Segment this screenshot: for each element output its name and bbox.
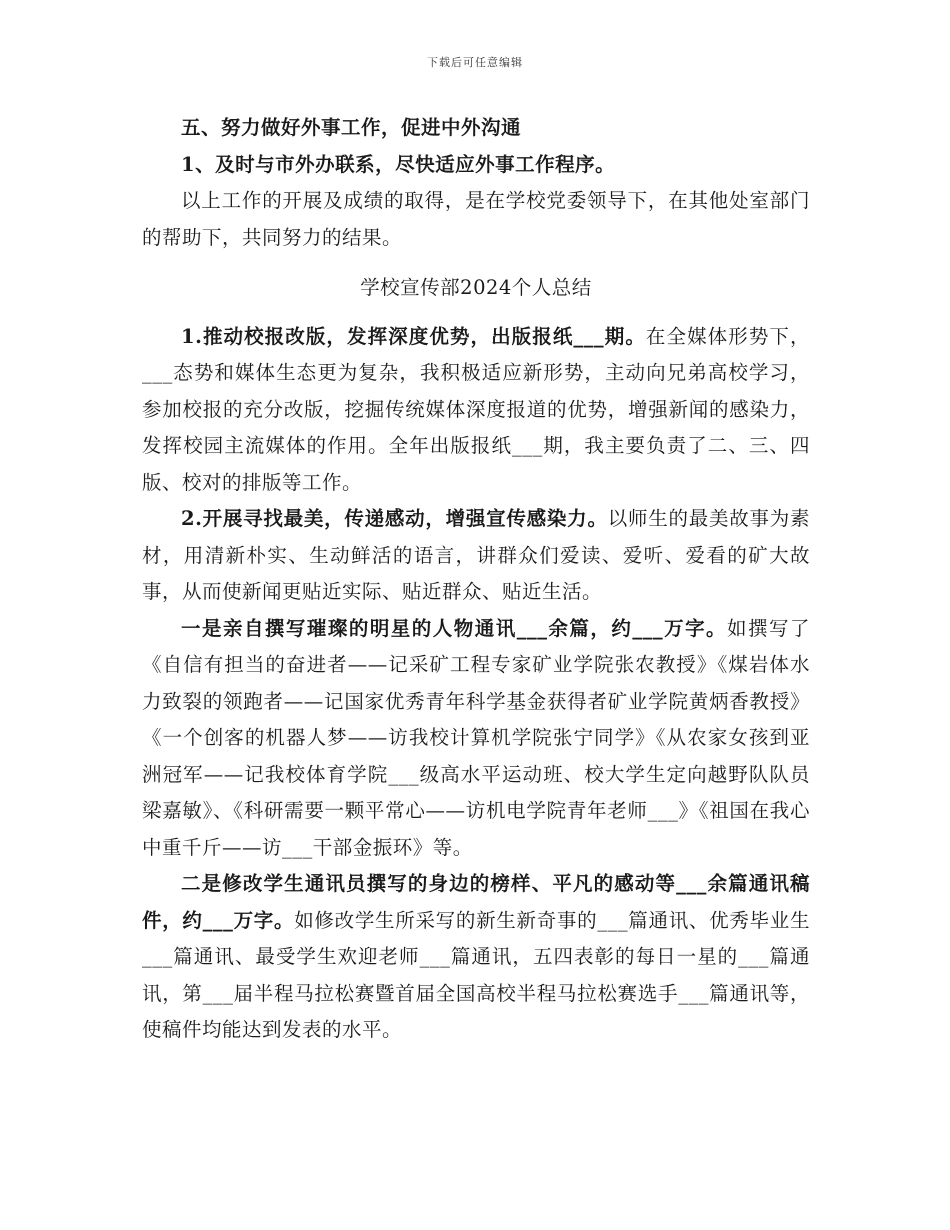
paragraph (142, 319, 810, 502)
document-title: 学校宣传部2024个人总结 (360, 276, 592, 299)
paragraph-body: 在全媒体形势下，___态势和媒体生态更为复杂，我积极适应新形势，主动向兄弟高校学习，参加校报的充分改版，挖掘传统媒体深度报道的优势，增强新闻的感染力，发挥校园主流媒体的作用。全年出版报纸___期，我主要负责了二、三、四版、校对的排版等工作。 (142, 324, 810, 494)
document-body (142, 110, 810, 1049)
page-header-note: 下载后可任意编辑 (427, 56, 523, 69)
paragraph (142, 611, 810, 867)
paragraph-lead: 1.推动校报改版，发挥深度优势，出版报纸___期。 (181, 324, 646, 348)
section-item: 1、及时与市外办联系，尽快适应外事工作程序。 (181, 152, 616, 176)
paragraph-lead: 二是修改学生通讯员撰写的身边的榜样、平凡的感动等___余篇通讯稿件，约___万字。 (142, 872, 810, 932)
paragraph-body: 以师生的最美故事为素材，用清新朴实、生动鲜活的语言，讲群众们爱读、爱听、爱看的矿大故事，从而使新闻更贴近实际、贴近群众、贴近生活。 (142, 507, 810, 603)
paragraph-body: 如撰写了《自信有担当的奋进者——记采矿工程专家矿业学院张农教授》《煤岩体水力致裂的领跑者——记国家优秀青年科学基金获得者矿业学院黄炳香教授》《一个创客的机器人梦——访我校计算机学院张宁同学》《从农家女孩到亚洲冠军——记我校体育学院___级高水平运动班、校大学生定向越野队队员梁嘉敏》、《科研需要一颗平常心——访机电学院青年老师___》《祖国在我心中重千斤——访___干部金振环》等。 (142, 616, 810, 859)
paragraph-lead: 2.开展寻找最美，传递感动，增强宣传感染力。 (181, 507, 608, 530)
section-heading: 五、努力做好外事工作，促进中外沟通 (181, 116, 522, 139)
paragraph-lead: 一是亲自撰写璀璨的明星的人物通讯___余篇，约___万字。 (181, 616, 728, 640)
paragraph (142, 866, 810, 1049)
conclusion-paragraph: 以上工作的开展及成绩的取得，是在学校党委领导下，在其他处室部门的帮助下，共同努力的结果。 (142, 189, 810, 249)
paragraph (142, 501, 810, 611)
paragraph-body: 如修改学生所采写的新生新奇事的___篇通讯、优秀毕业生___篇通讯、最受学生欢迎老师___篇通讯，五四表彰的每日一星的___篇通讯，第___届半程马拉松赛暨首届全国高校半程马拉松赛选手___篇通讯等，使稿件均能达到发表的水平。 (142, 908, 810, 1041)
